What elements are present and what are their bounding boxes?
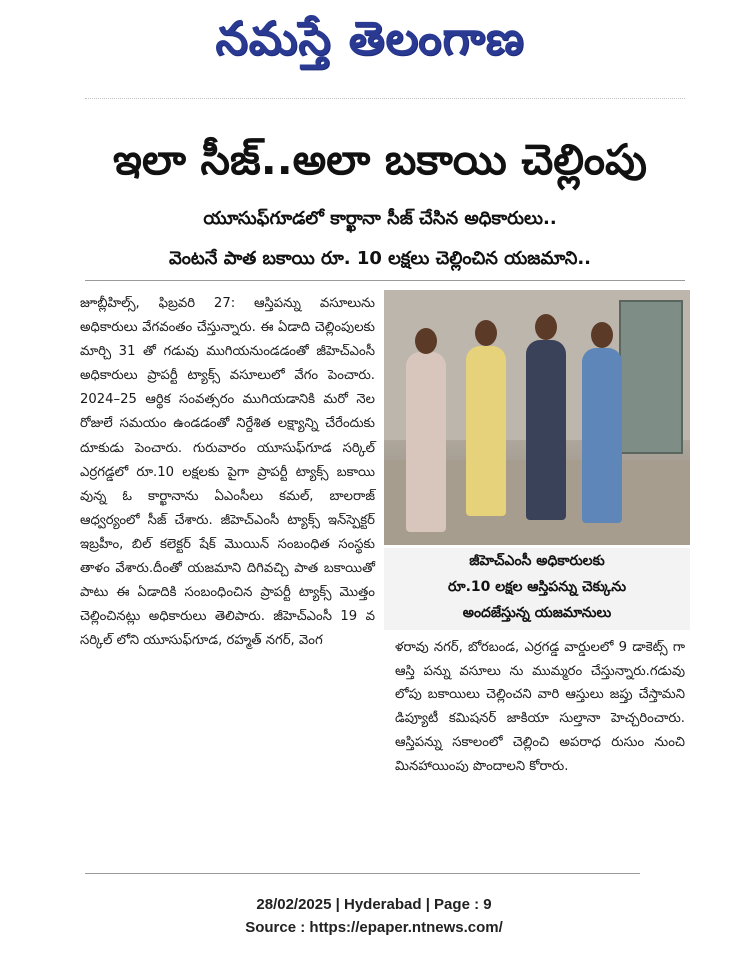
photo-person-1 (406, 352, 446, 532)
masthead-logo: నమస్తే తెలంగాణ (215, 11, 525, 65)
photo-head-1 (415, 328, 437, 354)
footer-source: Source : https://epaper.ntnews.com/ (245, 919, 503, 936)
article-body-right (395, 636, 685, 778)
photo-caption (384, 548, 690, 630)
article-headline: ఇలా సీజ్..అలా బకాయి చెల్లింపు (113, 135, 647, 184)
photo-head-4 (591, 322, 613, 348)
photo-person-2 (466, 346, 506, 516)
column-divider (85, 280, 685, 281)
photo-door (619, 300, 683, 454)
caption-line-2: రూ.10 లక్షల ఆస్తిపన్ను చెక్కును (447, 579, 627, 595)
photo-head-2 (475, 320, 497, 346)
photo-person-4 (582, 348, 622, 523)
footer-dateline: 28/02/2025 | Hyderabad | Page : 9 (256, 896, 492, 913)
article-body-left-text: జూబ్లీహిల్స్, ఫిబ్రవరి 27: ఆస్తిపన్ను వసూలును అధికారులు వేగవంతం చేస్తున్నారు. ఈ ఏడాది చెల్లింపులకు మార్చి 31 తో గడువు ముగియనుండడంతో జీహెచ్‌ఎంసీ అధికారులు ప్రాపర్టీ ట్యాక్స్ వసూలులో వేగం పెంచారు. 2024–25 ఆర్థిక సంవత్సరం ముగియడానికి మరో నెల రోజులే సమయం ఉండడంతో నిర్దేశిత లక్ష్యాన్ని చేరేందుకు దూకుడు పెంచారు. గురువారం యూసుఫ్‌గూడ సర్కిల్ ఎర్రగడ్డలో రూ.10 లక్షలకు పైగా ప్రాపర్టీ ట్యాక్స్ బకాయి వున్న ఓ కార్ఖానాను ఏఎంసీలు కమల్, బాలరాజ్ ఆధ్వర్యంలో సీజ్ చేశారు. జీహెచ్‌ఎంసీ ట్యాక్స్ ఇన్‌స్పెక్టర్ ఇబ్రహీం, బిల్ కలెక్టర్ షేక్ మొయిన్ సంబంధిత సంస్థకు తాళం వేశారు.దీంతో యజమాని దిగివచ్చి పాత బకాయితో పాటు ఈ ఏడాదికి సంబంధించిన ప్రాపర్టీ ట్యాక్స్ మొత్తం చెల్లించినట్లు అధికారులు తెలిపారు. జీహెచ్‌ఎంసీ 19 వ సర్కిల్ లోని యూసుఫ్‌గూడ, రహ్మత్ నగర్, వెంగ (80, 296, 375, 649)
photo-person-3 (526, 340, 566, 520)
photo-head-3 (535, 314, 557, 340)
top-divider (85, 98, 685, 105)
article-body-right-text: ళరావు నగర్, బోరబండ, ఎర్రగడ్డ వార్డులలో 9 డాకెట్స్ గా ఆస్తి పన్ను వసూలు ను ముమ్మరం చేస్తున్నారు.గడువు లోపు బకాయిలు చెల్లించని వారి ఆస్తులు జప్తు చేస్తామని డిప్యూటీ కమిషనర్ జాకియా సుల్తానా హెచ్చరించారు. ఆస్తిపన్ను సకాలంలో చెల్లించి అపరాధ రుసుం నుంచి మినహాయింపు పొందాలని కోరారు. (395, 640, 685, 774)
caption-line-3: అందజేస్తున్న యజమానులు (462, 605, 612, 621)
article-photo (384, 290, 690, 545)
article-body-left (80, 292, 375, 653)
article-subhead-1: యూసుఫ్‌గూడలో కార్ఖానా సీజ్ చేసిన అధికారులు.. (203, 208, 557, 229)
article-subhead-2: వెంటనే పాత బకాయి రూ. 10 లక్షలు చెల్లించిన యజమాని.. (168, 248, 592, 269)
caption-line-1: జీహెచ్‌ఎంసీ అధికారులకు (469, 553, 605, 569)
bottom-divider (85, 873, 640, 874)
